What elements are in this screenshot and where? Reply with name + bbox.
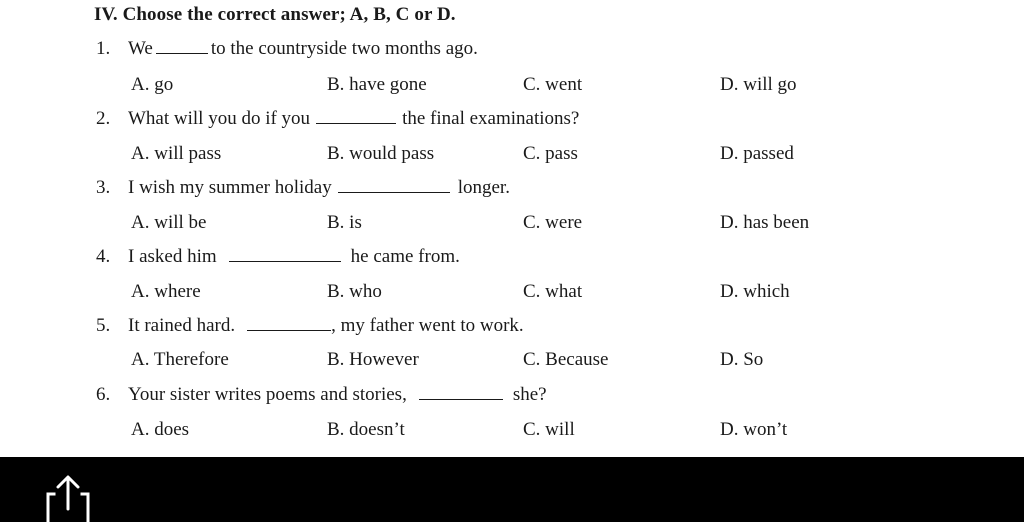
answer-blank — [156, 36, 208, 54]
option-a: A. go — [131, 74, 174, 95]
share-icon — [40, 472, 96, 522]
option-b: B. is — [327, 212, 362, 233]
share-button[interactable] — [40, 472, 96, 522]
question-text — [128, 244, 460, 270]
question-number: 5. — [96, 315, 111, 336]
question-text — [128, 313, 524, 339]
option-d: D. has been — [720, 212, 810, 233]
option-a: A. does — [131, 419, 190, 440]
option-c: C. went — [523, 74, 583, 95]
question-text-before: I asked him — [128, 246, 217, 267]
question-number: 2. — [96, 108, 111, 129]
question-text-before: We — [128, 38, 153, 59]
question-number: 4. — [96, 246, 111, 267]
question-text-after: , my father went to work. — [331, 315, 524, 336]
option-c: C. were — [523, 212, 583, 233]
option-d: D. won’t — [720, 419, 788, 440]
option-a: A. Therefore — [131, 349, 229, 370]
option-d: D. passed — [720, 143, 794, 164]
answer-blank — [229, 244, 341, 262]
question-text-before: It rained hard. — [128, 315, 236, 336]
option-a: A. will be — [131, 212, 207, 233]
option-c: C. what — [523, 281, 583, 302]
option-d: D. So — [720, 349, 764, 370]
question-text-after: to the countryside two months ago. — [210, 38, 478, 59]
question-text-after: longer. — [457, 177, 510, 198]
answer-blank — [316, 106, 396, 124]
option-b: B. would pass — [327, 143, 435, 164]
question-text — [128, 106, 579, 132]
option-a: A. where — [131, 281, 201, 302]
option-d: D. which — [720, 281, 790, 302]
answer-blank — [247, 313, 331, 331]
option-b: B. who — [327, 281, 382, 302]
question-text-before: I wish my summer holiday — [128, 177, 332, 198]
option-c: C. pass — [523, 143, 578, 164]
answer-blank — [419, 382, 503, 400]
option-a: A. will pass — [131, 143, 222, 164]
section-heading: IV. Choose the correct answer; A, B, C or D. — [94, 4, 456, 25]
option-d: D. will go — [720, 74, 797, 95]
question-text-before: Your sister writes poems and stories, — [128, 384, 407, 405]
question-text — [128, 36, 478, 62]
answer-blank — [338, 175, 450, 193]
question-text-after: he came from. — [350, 246, 460, 267]
option-b: B. However — [327, 349, 419, 370]
question-text — [128, 382, 547, 408]
question-number: 3. — [96, 177, 111, 198]
question-text-after: the final examinations? — [402, 108, 580, 129]
question-text-before: What will you do if you — [128, 108, 311, 129]
option-c: C. will — [523, 419, 575, 440]
question-number: 1. — [96, 38, 111, 59]
question-number: 6. — [96, 384, 111, 405]
question-text-after: she? — [512, 384, 547, 405]
question-text — [128, 175, 510, 201]
option-b: B. have gone — [327, 74, 427, 95]
option-b: B. doesn’t — [327, 419, 405, 440]
bottom-toolbar — [0, 457, 1024, 522]
option-c: C. Because — [523, 349, 609, 370]
